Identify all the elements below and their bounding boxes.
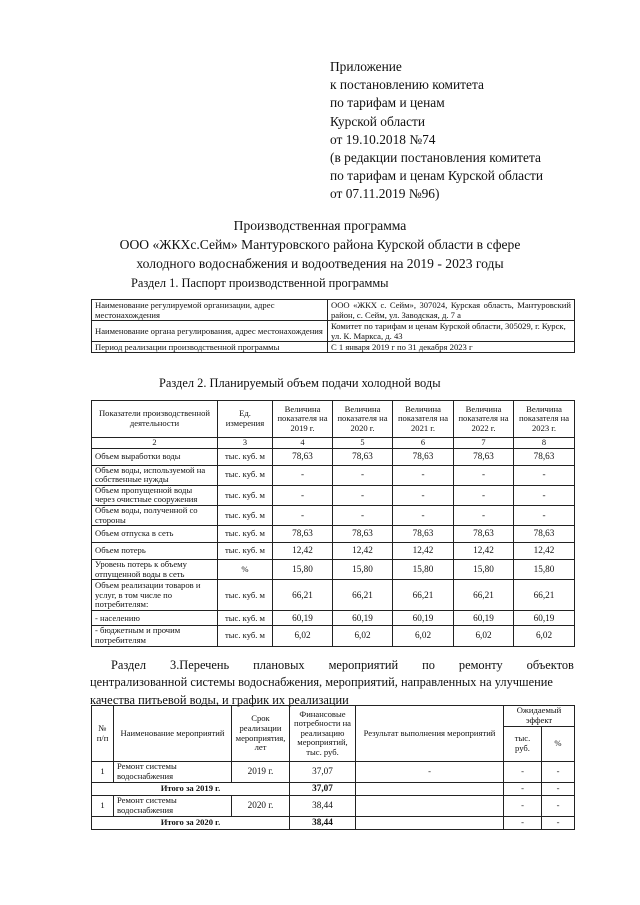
total-row	[92, 817, 575, 830]
unit-cell: тыс. куб. м	[218, 626, 273, 646]
heading-word: Раздел	[111, 658, 147, 672]
column-header-pct: %	[542, 727, 575, 762]
table-row	[92, 465, 575, 485]
value-cell: 66,21	[273, 580, 333, 611]
column-header: Величина показателя на 2020 г.	[333, 401, 393, 438]
passport-value: ООО «ЖКХ с. Сейм», 307024, Курская область, Мантуровский район, с. Сейм, ул. Заводская, д. 7 а	[328, 300, 575, 321]
value-cell: -	[333, 465, 393, 485]
value-cell: 15,80	[393, 560, 454, 580]
table-row	[92, 321, 575, 342]
value-cell: 12,42	[393, 543, 454, 560]
indicator-name: - бюджетным и прочим потребителям	[92, 626, 218, 646]
value-cell: 60,19	[393, 611, 454, 626]
heading-word: объектов	[526, 658, 574, 672]
value-cell: -	[393, 505, 454, 525]
value-cell: 66,21	[514, 580, 575, 611]
value-cell: 12,42	[273, 543, 333, 560]
value-cell: 12,42	[514, 543, 575, 560]
passport-table	[91, 299, 575, 353]
value-cell: 66,21	[333, 580, 393, 611]
value-cell: 78,63	[273, 448, 333, 465]
column-header-finance: Финансовые потребности на реализацию мероприятий, тыс. руб.	[290, 706, 356, 762]
indicator-name: Объем воды, используемой на собственные нужды	[92, 465, 218, 485]
table-header-row	[92, 706, 575, 727]
column-header-effect: Ожидаемый эффект	[504, 706, 575, 727]
heading-word: ремонту	[458, 658, 503, 672]
table-row	[92, 342, 575, 353]
table-row	[92, 448, 575, 465]
row-number: 1	[92, 762, 114, 783]
value-cell: 6,02	[454, 626, 514, 646]
value-cell: 15,80	[514, 560, 575, 580]
column-header: Величина показателя на 2021 г.	[393, 401, 454, 438]
section3-heading	[90, 657, 574, 709]
value-cell: 12,42	[333, 543, 393, 560]
column-number: 5	[333, 438, 393, 449]
value-cell: 78,63	[333, 526, 393, 543]
section1-heading: Раздел 1. Паспорт производственной программы	[131, 276, 389, 290]
effect-pct-cell: -	[542, 796, 575, 817]
table-row	[92, 580, 575, 611]
appendix-line: Курской области	[330, 113, 426, 129]
row-number: 1	[92, 796, 114, 817]
result-cell	[356, 817, 504, 830]
value-cell: -	[273, 505, 333, 525]
title-line: холодного водоснабжения и водоотведения на 2019 - 2023 годы	[136, 256, 504, 271]
appendix-line: от 19.10.2018 №74	[330, 131, 436, 147]
value-cell: 78,63	[273, 526, 333, 543]
value-cell: -	[514, 485, 575, 505]
term-cell: 2019 г.	[232, 762, 290, 783]
total-row	[92, 783, 575, 796]
effect-rub-cell: -	[504, 796, 542, 817]
unit-cell: тыс. куб. м	[218, 485, 273, 505]
passport-label: Период реализации производственной программы	[92, 342, 328, 353]
table-row	[92, 505, 575, 525]
appendix-line: к постановлению комитета	[330, 77, 484, 93]
table-row	[92, 526, 575, 543]
section3-heading-line1	[111, 657, 574, 674]
indicator-name: Объем пропущенной воды через очистные сооружения	[92, 485, 218, 505]
title-line: Производственная программа	[233, 218, 407, 233]
column-number: 3	[218, 438, 273, 449]
finance-cell: 37,07	[290, 783, 356, 796]
unit-cell: тыс. куб. м	[218, 543, 273, 560]
value-cell: -	[273, 485, 333, 505]
value-cell: 6,02	[393, 626, 454, 646]
water-volume-table	[91, 400, 575, 647]
section3-heading-line2: централизованной системы водоснабжения, мероприятий, направленных на улучшение	[90, 675, 553, 690]
heading-word: по	[422, 658, 435, 672]
passport-value: Комитет по тарифам и ценам Курской области, 305029, г. Курск, ул. К. Маркса, д. 43	[328, 321, 575, 342]
value-cell: 78,63	[393, 448, 454, 465]
repair-measures-table	[91, 705, 575, 830]
appendix-line: по тарифам и ценам Курской области	[330, 168, 544, 184]
appendix-line: по тарифам и ценам	[330, 95, 445, 111]
document-title	[0, 216, 640, 273]
passport-label: Наименование регулируемой организации, адрес местонахождения	[92, 300, 328, 321]
section2-heading: Раздел 2. Планируемый объем подачи холодной воды	[159, 376, 441, 390]
appendix-line: от 07.11.2019 №96)	[330, 186, 440, 202]
total-label: Итого за 2020 г.	[92, 817, 290, 830]
measure-name: Ремонт системы водоснабжения	[114, 796, 232, 817]
column-header-result: Результат выполнения мероприятий	[356, 706, 504, 762]
passport-value: С 1 января 2019 г по 31 декабря 2023 г	[328, 342, 575, 353]
column-number: 2	[92, 438, 218, 449]
indicator-name: Уровень потерь к объему отпущенной воды в сеть	[92, 560, 218, 580]
value-cell: 60,19	[333, 611, 393, 626]
value-cell: 78,63	[514, 448, 575, 465]
effect-pct-cell: -	[542, 817, 575, 830]
value-cell: 15,80	[454, 560, 514, 580]
value-cell: 15,80	[273, 560, 333, 580]
value-cell: 78,63	[514, 526, 575, 543]
unit-cell: тыс. куб. м	[218, 526, 273, 543]
value-cell: -	[514, 465, 575, 485]
value-cell: -	[393, 485, 454, 505]
unit-cell: тыс. куб. м	[218, 465, 273, 485]
result-cell	[356, 783, 504, 796]
passport-label: Наименование органа регулирования, адрес местонахождения	[92, 321, 328, 342]
table-header-row	[92, 401, 575, 438]
result-cell: -	[356, 762, 504, 783]
title-line: ООО «ЖКХс.Сейм» Мантуровского района Курской области в сфере	[119, 237, 521, 252]
value-cell: -	[514, 505, 575, 525]
effect-rub-cell: -	[504, 762, 542, 783]
measure-name: Ремонт системы водоснабжения	[114, 762, 232, 783]
value-cell: 60,19	[273, 611, 333, 626]
heading-word: мероприятий	[328, 658, 399, 672]
indicator-name: Объем выработки воды	[92, 448, 218, 465]
column-header: Ед. измерения	[218, 401, 273, 438]
result-cell	[356, 796, 504, 817]
indicator-name: - населению	[92, 611, 218, 626]
table-row	[92, 626, 575, 646]
heading-word: плановых	[253, 658, 305, 672]
column-header-num: № п/п	[92, 706, 114, 762]
effect-pct-cell: -	[542, 762, 575, 783]
value-cell: 60,19	[514, 611, 575, 626]
table-row	[92, 300, 575, 321]
column-header-term: Срок реализации мероприятия, лет	[232, 706, 290, 762]
unit-cell: тыс. куб. м	[218, 580, 273, 611]
effect-rub-cell: -	[504, 783, 542, 796]
column-number: 8	[514, 438, 575, 449]
value-cell: 15,80	[333, 560, 393, 580]
indicator-name: Объем реализации товаров и услуг, в том числе по потребителям:	[92, 580, 218, 611]
value-cell: 78,63	[333, 448, 393, 465]
column-header: Показатели производственной деятельности	[92, 401, 218, 438]
column-header-rub: тыс. руб.	[504, 727, 542, 762]
value-cell: 66,21	[454, 580, 514, 611]
table-row	[92, 560, 575, 580]
value-cell: -	[454, 465, 514, 485]
column-number: 6	[393, 438, 454, 449]
value-cell: 60,19	[454, 611, 514, 626]
finance-cell: 38,44	[290, 796, 356, 817]
appendix-note	[330, 58, 630, 204]
appendix-line: Приложение	[330, 59, 402, 74]
unit-cell: тыс. куб. м	[218, 611, 273, 626]
table-row	[92, 796, 575, 817]
unit-cell: тыс. куб. м	[218, 448, 273, 465]
unit-cell: %	[218, 560, 273, 580]
finance-cell: 38,44	[290, 817, 356, 830]
effect-pct-cell: -	[542, 783, 575, 796]
value-cell: 78,63	[454, 448, 514, 465]
value-cell: 6,02	[273, 626, 333, 646]
column-header: Величина показателя на 2023 г.	[514, 401, 575, 438]
heading-word: 3.Перечень	[170, 658, 230, 672]
column-number: 4	[273, 438, 333, 449]
value-cell: 6,02	[514, 626, 575, 646]
indicator-name: Объем воды, полученной со стороны	[92, 505, 218, 525]
effect-rub-cell: -	[504, 817, 542, 830]
appendix-line: (в редакции постановления комитета	[330, 150, 541, 166]
value-cell: -	[454, 505, 514, 525]
table-row	[92, 611, 575, 626]
term-cell: 2020 г.	[232, 796, 290, 817]
table-row	[92, 485, 575, 505]
value-cell: -	[273, 465, 333, 485]
value-cell: -	[333, 485, 393, 505]
value-cell: -	[333, 505, 393, 525]
value-cell: 66,21	[393, 580, 454, 611]
indicator-name: Объем отпуска в сеть	[92, 526, 218, 543]
total-label: Итого за 2019 г.	[92, 783, 290, 796]
value-cell: -	[454, 485, 514, 505]
unit-cell: тыс. куб. м	[218, 505, 273, 525]
column-number-row	[92, 438, 575, 449]
section3-heading-line3: качества питьевой воды, и график их реализации	[90, 692, 349, 707]
column-number: 7	[454, 438, 514, 449]
indicator-name: Объем потерь	[92, 543, 218, 560]
value-cell: 78,63	[393, 526, 454, 543]
finance-cell: 37,07	[290, 762, 356, 783]
column-header: Величина показателя на 2022 г.	[454, 401, 514, 438]
value-cell: -	[393, 465, 454, 485]
table-row	[92, 543, 575, 560]
value-cell: 6,02	[333, 626, 393, 646]
value-cell: 78,63	[454, 526, 514, 543]
column-header-name: Наименование мероприятий	[114, 706, 232, 762]
value-cell: 12,42	[454, 543, 514, 560]
column-header: Величина показателя на 2019 г.	[273, 401, 333, 438]
table-row	[92, 762, 575, 783]
